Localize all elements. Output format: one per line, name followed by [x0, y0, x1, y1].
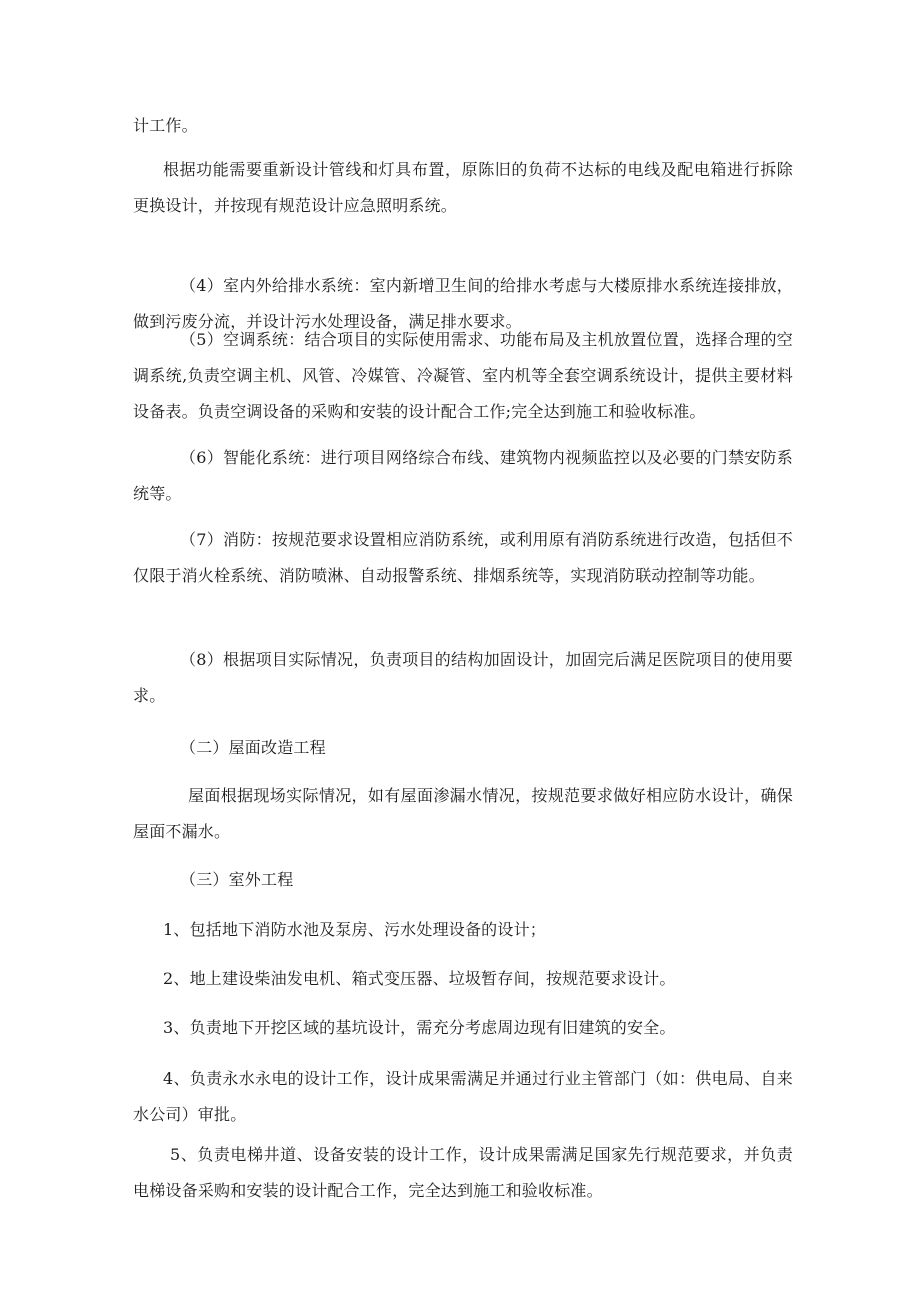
- paragraph-item-5-hvac: （5）空调系统：结合项目的实际使用需求、功能布局及主机放置位置，选择合理的空调系统,负责空调主机、风管、冷媒管、冷凝管、室内机等全套空调系统设计，提供主要材料设备表。负责空调设备的采购和安装的设计配合工作;完全达到施工和验收标准。: [133, 330, 793, 421]
- paragraph-item-8-structure: （8）根据项目实际情况，负责项目的结构加固设计，加固完后满足医院项目的使用要求。: [133, 650, 793, 705]
- list-item-2: 2、地上建设柴油发电机、箱式变压器、垃圾暂存间，按规范要求设计。: [163, 969, 676, 988]
- list-item-1: 1、包括地下消防水池及泵房、污水处理设备的设计；: [163, 920, 546, 939]
- paragraph-item-4-water: （4）室内外给排水系统：室内新增卫生间的给排水考虑与大楼原排水系统连接排放，做到污废分流，并设计污水处理设备，满足排水要求。: [133, 276, 793, 331]
- list-item-4: 4、负责永水永电的设计工作，设计成果需满足并通过行业主管部门（如：供电局、自来水公司）审批。: [133, 1069, 793, 1124]
- paragraph-item-6-smart: （6）智能化系统：进行项目网络综合布线、建筑物内视频监控以及必要的门禁安防系统等。: [133, 448, 793, 503]
- section-heading-outdoor: （三）室外工程: [180, 870, 294, 889]
- paragraph-lighting: 根据功能需要重新设计管线和灯具布置，原陈旧的负荷不达标的电线及配电箱进行拆除更换设计，并按现有规范设计应急照明系统。: [133, 160, 793, 215]
- paragraph-roof: 屋面根据现场实际情况，如有屋面渗漏水情况，按规范要求做好相应防水设计，确保屋面不漏水。: [133, 786, 793, 841]
- paragraph-continuation: 计工作。: [133, 116, 198, 135]
- list-item-5: 5、负责电梯井道、设备安装的设计工作，设计成果需满足国家先行规范要求，并负责电梯设备采购和安装的设计配合工作，完全达到施工和验收标准。: [133, 1145, 793, 1200]
- paragraph-item-7-fire: （7）消防：按规范要求设置相应消防系统，或利用原有消防系统进行改造，包括但不仅限于消火栓系统、消防喷淋、自动报警系统、排烟系统等，实现消防联动控制等功能。: [133, 530, 793, 585]
- list-item-3: 3、负责地下开挖区域的基坑设计，需充分考虑周边现有旧建筑的安全。: [163, 1018, 676, 1037]
- section-heading-roof: （二）屋面改造工程: [180, 738, 326, 757]
